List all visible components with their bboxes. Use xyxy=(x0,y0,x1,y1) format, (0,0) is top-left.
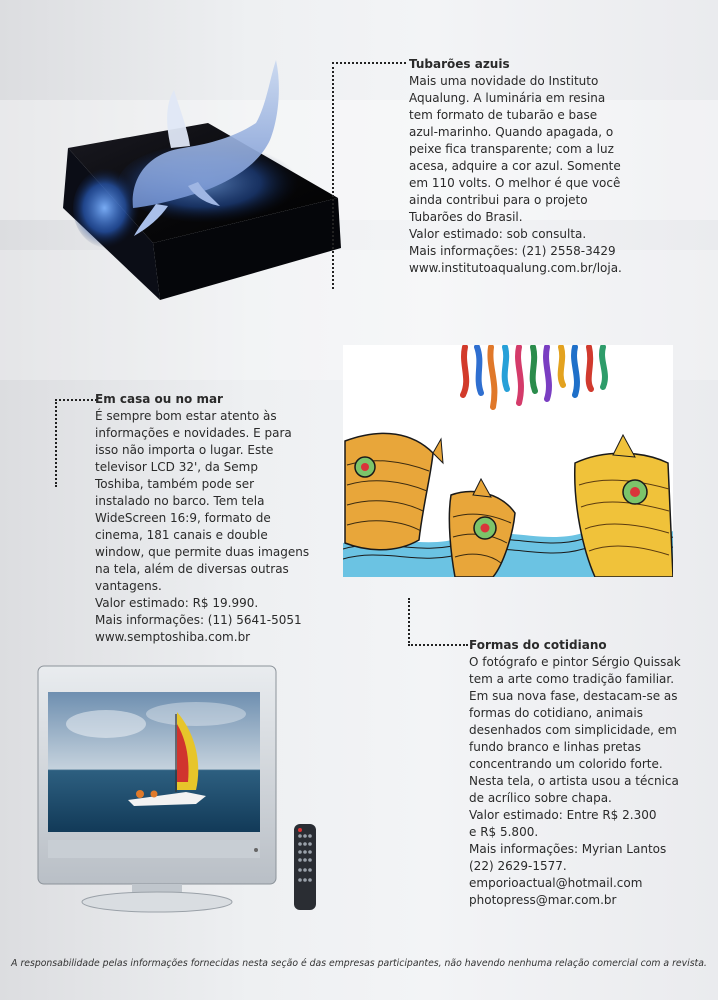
tv-line: WideScreen 16:9, formato de xyxy=(95,511,271,525)
footer-disclaimer: A responsabilidade pelas informações fornecidas nesta seção é das empresas participantes, não havendo nenhuma relação comercial com a revista. xyxy=(11,958,707,969)
art-line: de acrílico sobre chapa. xyxy=(469,791,612,805)
shark-line: Aqualung. A luminária em resina xyxy=(409,91,606,105)
art-line: Mais informações: Myrian Lantos xyxy=(469,842,667,856)
lcd-tv-image xyxy=(36,664,326,914)
tv-line: informações e novidades. E para xyxy=(95,426,292,440)
shark-line: peixe fica transparente; com a luz xyxy=(409,142,614,156)
art-line: (22) 2629-1577. xyxy=(469,859,567,873)
tv-line: cinema, 181 canais e double xyxy=(95,528,268,542)
art-article-title: Formas do cotidiano xyxy=(469,638,607,652)
shark-line: Valor estimado: sob consulta. xyxy=(409,227,587,241)
shark-line: Mais informações: (21) 2558-3429 xyxy=(409,244,616,258)
tv-article xyxy=(95,391,335,646)
art-line: O fotógrafo e pintor Sérgio Quissak xyxy=(469,655,681,669)
art-line: desenhados com simplicidade, em xyxy=(469,723,677,737)
tv-line: É sempre bom estar atento às xyxy=(95,409,277,423)
art-line: tem a arte como tradição familiar. xyxy=(469,672,675,686)
tv-line: vantagens. xyxy=(95,579,162,593)
art-line: Nesta tela, o artista usou a técnica xyxy=(469,774,679,788)
tv-line: na tela, além de diversas outras xyxy=(95,562,289,576)
art-line: emporioactual@hotmail.com xyxy=(469,876,643,890)
tv-line: televisor LCD 32', da Semp xyxy=(95,460,258,474)
art-article xyxy=(469,637,714,909)
shark-line: www.institutoaqualung.com.br/loja. xyxy=(409,261,622,275)
tv-line: instalado no barco. Tem tela xyxy=(95,494,265,508)
shark-line: Tubarões do Brasil. xyxy=(409,210,523,224)
tv-line: www.semptoshiba.com.br xyxy=(95,630,251,644)
tv-line: Mais informações: (11) 5641-5051 xyxy=(95,613,302,627)
art-line: fundo branco e linhas pretas xyxy=(469,740,641,754)
shark-line: acesa, adquire a cor azul. Somente xyxy=(409,159,621,173)
shark-line: em 110 volts. O melhor é que você xyxy=(409,176,621,190)
shark-article-title: Tubarões azuis xyxy=(409,57,510,71)
shark-line: azul-marinho. Quando apagada, o xyxy=(409,125,614,139)
art-leader-line xyxy=(408,598,468,646)
art-line: photopress@mar.com.br xyxy=(469,893,617,907)
tv-line: window, que permite duas imagens xyxy=(95,545,310,559)
art-line: Em sua nova fase, destacam-se as xyxy=(469,689,678,703)
tv-leader-line xyxy=(55,399,97,487)
fish-painting-image xyxy=(343,345,673,577)
shark-line: ainda contribui para o projeto xyxy=(409,193,588,207)
shark-line: Mais uma novidade do Instituto xyxy=(409,74,599,88)
shark-leader-line xyxy=(332,62,406,289)
art-line: e R$ 5.800. xyxy=(469,825,539,839)
art-line: formas do cotidiano, animais xyxy=(469,706,643,720)
tv-line: Valor estimado: R$ 19.990. xyxy=(95,596,259,610)
tv-line: Toshiba, também pode ser xyxy=(95,477,255,491)
shark-lamp-image xyxy=(38,58,348,303)
shark-article xyxy=(409,56,709,277)
shark-line: tem formato de tubarão e base xyxy=(409,108,598,122)
art-line: Valor estimado: Entre R$ 2.300 xyxy=(469,808,657,822)
art-line: concentrando um colorido forte. xyxy=(469,757,663,771)
tv-line: isso não importa o lugar. Este xyxy=(95,443,274,457)
tv-article-title: Em casa ou no mar xyxy=(95,392,223,406)
